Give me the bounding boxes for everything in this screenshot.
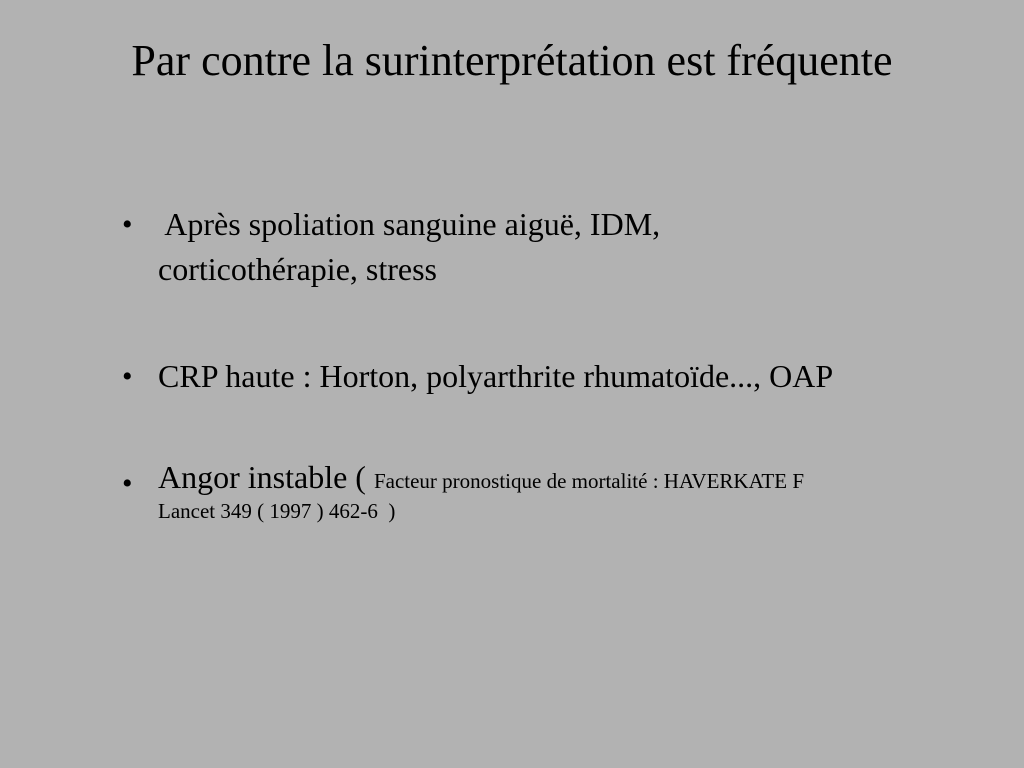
bullet-3-main-text: Angor instable ( <box>158 459 374 495</box>
bullet-item-3 <box>112 457 1012 525</box>
bullet-1-line-1: Après spoliation sanguine aiguë, IDM, <box>158 206 661 242</box>
bullet-marker-2: • <box>122 360 133 393</box>
bullet-3-citation: Facteur pronostique de mortalité : HAVERKATE F <box>373 469 805 493</box>
bullet-marker-1: • <box>122 208 133 241</box>
bullet-item-2 <box>112 350 1012 403</box>
bullet-item-1 <box>112 198 1012 296</box>
bullet-2-text: CRP haute : Horton, polyarthrite rhumatoïde..., OAP <box>158 358 834 394</box>
slide-title: Par contre la surinterprétation est fréquente <box>131 36 893 85</box>
bullet-3-line-1 <box>158 457 1012 497</box>
bullet-1-line-2: corticothérapie, stress <box>158 251 437 287</box>
bullet-marker-3: • <box>122 467 133 500</box>
bullet-3-continuation: Lancet 349 ( 1997 ) 462-6 ) <box>158 499 396 523</box>
bullet-list <box>112 198 1012 525</box>
